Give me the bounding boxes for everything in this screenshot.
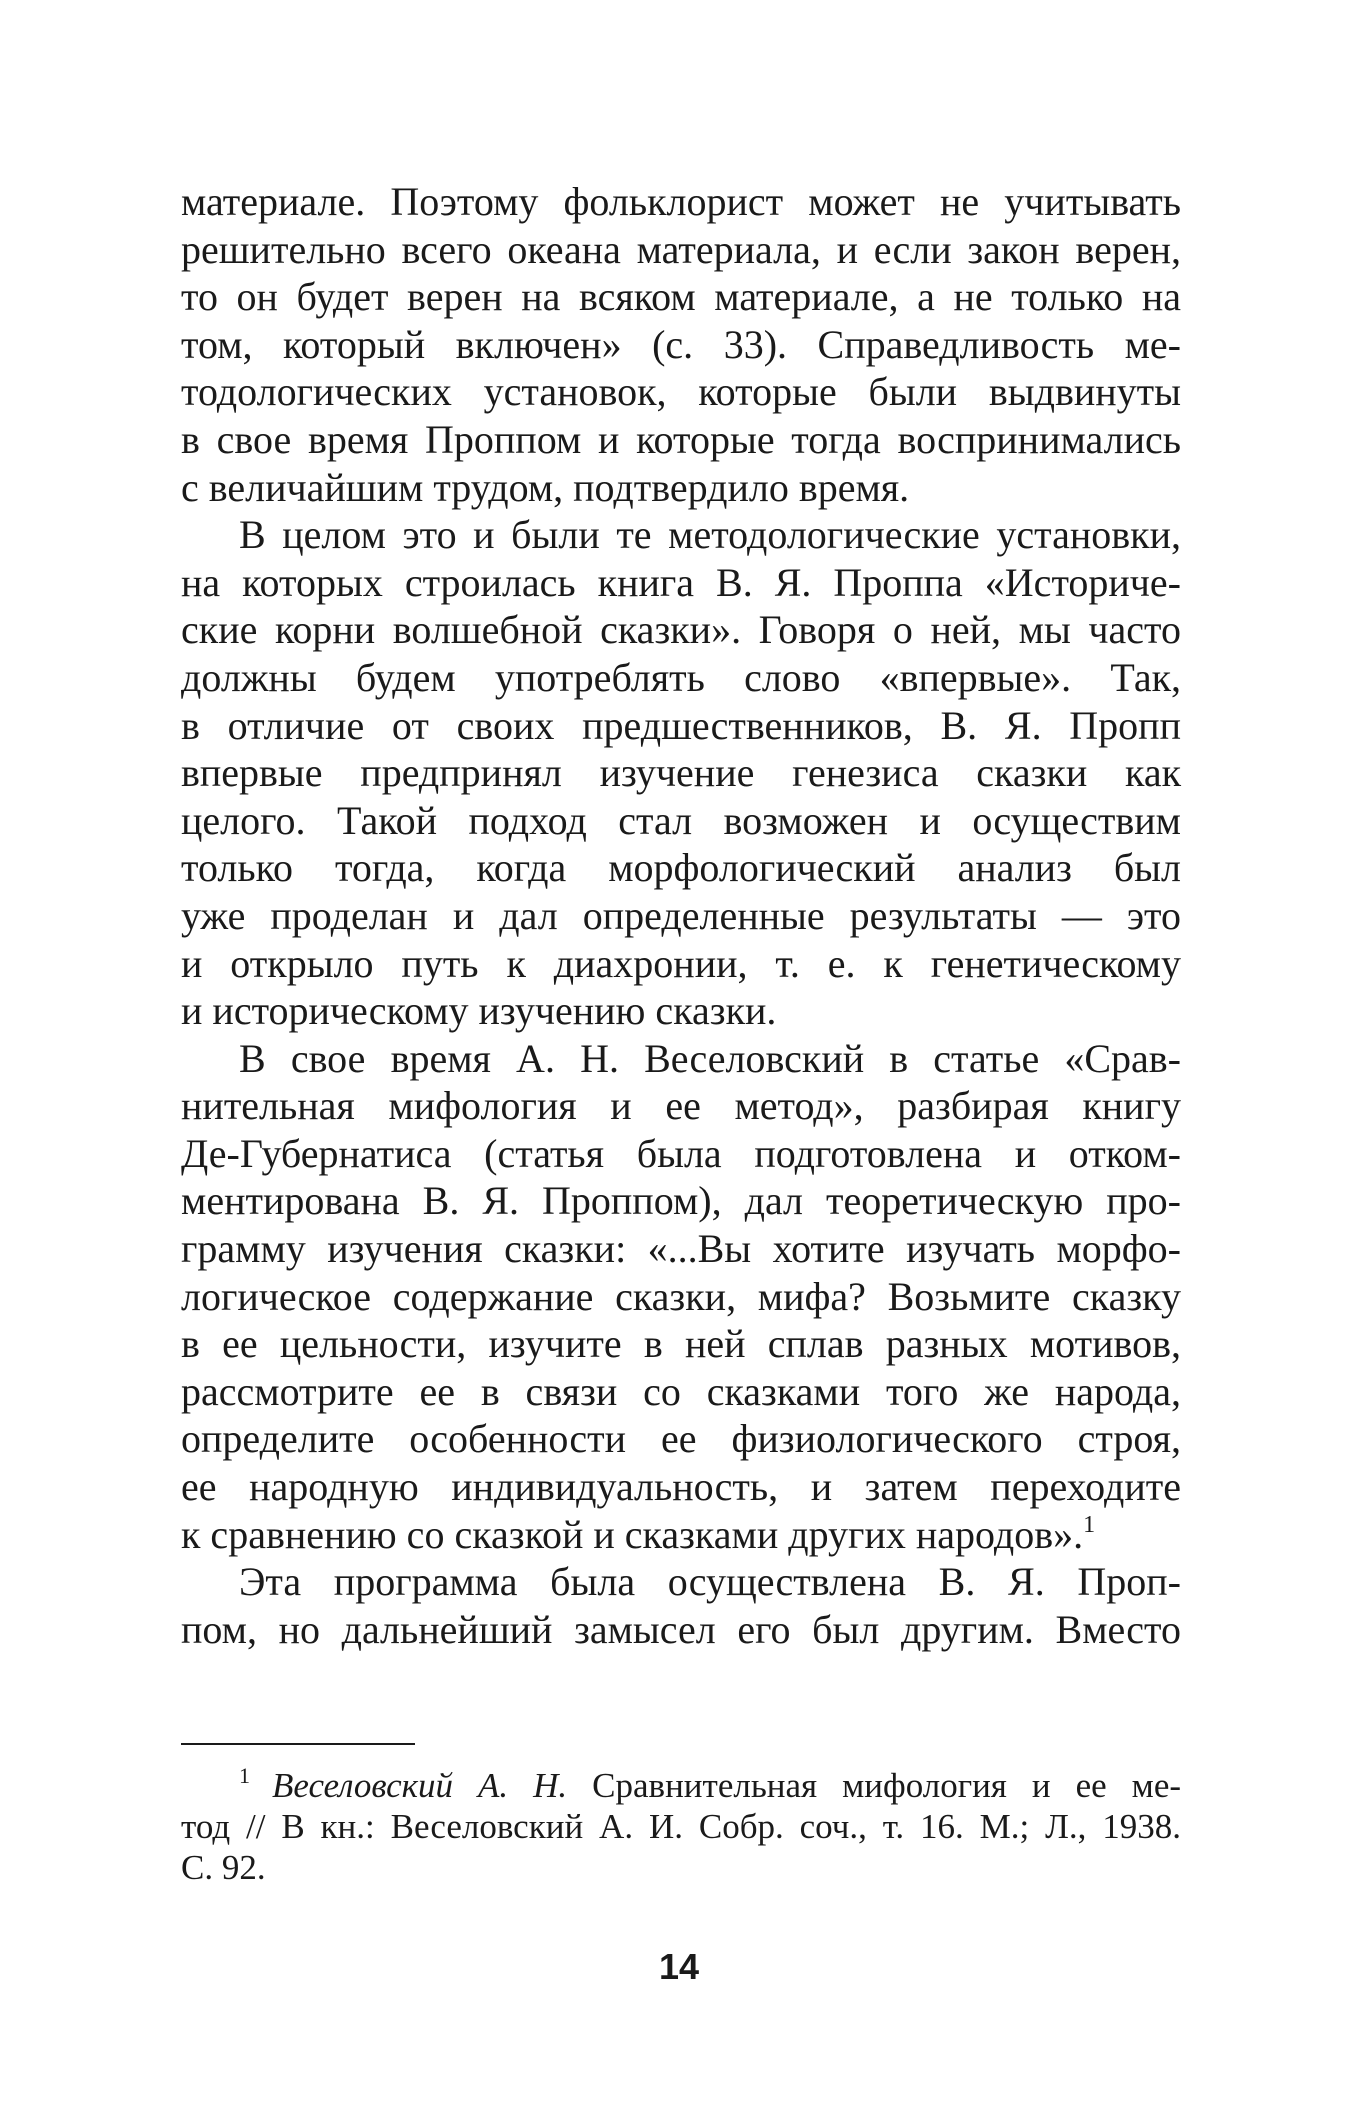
text-line: материале. Поэтому фольклорист может не учитывать [181, 179, 1181, 224]
footnote-line [181, 1765, 1181, 1806]
footnote [181, 1765, 1181, 1888]
text-line: и историческому изучению сказки. [181, 988, 777, 1034]
text-line: только тогда, когда морфологический анализ был [181, 845, 1181, 891]
text-line: впервые предпринял изучение генезиса сказки как [181, 750, 1181, 796]
text-line: Де-Губернатиса (статья была подготовлена и отком- [181, 1130, 1181, 1176]
text-line: и открыло путь к диахронии, т. е. к генетическому [181, 940, 1181, 986]
paragraph-first-line: В свое время А. Н. Веселовский в статье «Срав- [239, 1035, 1181, 1081]
text-line: определите особенности ее физиологического строя, [181, 1416, 1181, 1462]
text-line: ментирована В. Я. Проппом), дал теоретическую про- [181, 1178, 1181, 1224]
text-line: уже проделан и дал определенные результаты — это [181, 892, 1181, 938]
page-number: 14 [658, 1946, 700, 1987]
paragraph-first-line: Эта программа была осуществлена В. Я. Проп- [239, 1559, 1181, 1605]
text-line: нительная мифология и ее метод», разбирая книгу [181, 1083, 1181, 1129]
text-line: целого. Такой подход стал возможен и осуществим [181, 797, 1181, 843]
text-line: рассмотрите ее в связи со сказками того же народа, [181, 1368, 1181, 1414]
text-line: в свое время Проппом и которые тогда воспринимались [181, 416, 1181, 462]
footnote-text: Сравнительная мифология и ее ме- [567, 1766, 1182, 1805]
footnote-reference[interactable]: 1 [1083, 1511, 1096, 1538]
text-line: должны будем употреблять слово «впервые». Так, [181, 654, 1181, 700]
text-line: тодологических установок, которые были выдвинуты [181, 369, 1181, 415]
text-line: в ее цельности, изучите в ней сплав разных мотивов, [181, 1321, 1181, 1367]
text-line: решительно всего океана материала, и если закон верен, [181, 226, 1181, 272]
text-line: на которых строилась книга В. Я. Проппа «Историче- [181, 559, 1181, 605]
text-line: ее народную индивидуальность, и затем переходите [181, 1464, 1181, 1510]
text-line: то он будет верен на всяком материале, а не только на [181, 274, 1181, 320]
footnote-author: Веселовский А. Н. [272, 1766, 568, 1805]
text-line: пом, но дальнейший замысел его был другим. Вместо [181, 1606, 1181, 1652]
text-line: в отличие от своих предшественников, В. Я. Пропп [181, 702, 1181, 748]
footnote-line: С. 92. [181, 1848, 266, 1887]
text-line: грамму изучения сказки: «...Вы хотите изучать морфо- [181, 1226, 1181, 1272]
paragraph-first-line: В целом это и были те методологические установки, [239, 512, 1181, 558]
text-line: к сравнению со сказкой и сказками других народов». [181, 1511, 1084, 1557]
footnote-number: 1 [239, 1763, 250, 1788]
main-text [181, 178, 1181, 1653]
text-line: ские корни волшебной сказки». Говоря о ней, мы часто [181, 607, 1181, 653]
footnote-line: тод // В кн.: Веселовский А. И. Собр. соч., т. 16. М.; Л., 1938. [181, 1807, 1181, 1846]
text-line: том, который включен» (с. 33). Справедливость ме- [181, 321, 1181, 367]
footnote-separator [181, 1743, 415, 1745]
text-line: с величайшим трудом, подтвердило время. [181, 464, 910, 510]
text-line: логическое содержание сказки, мифа? Возьмите сказку [181, 1273, 1181, 1319]
text-line-with-footnote-ref [181, 1511, 1181, 1559]
